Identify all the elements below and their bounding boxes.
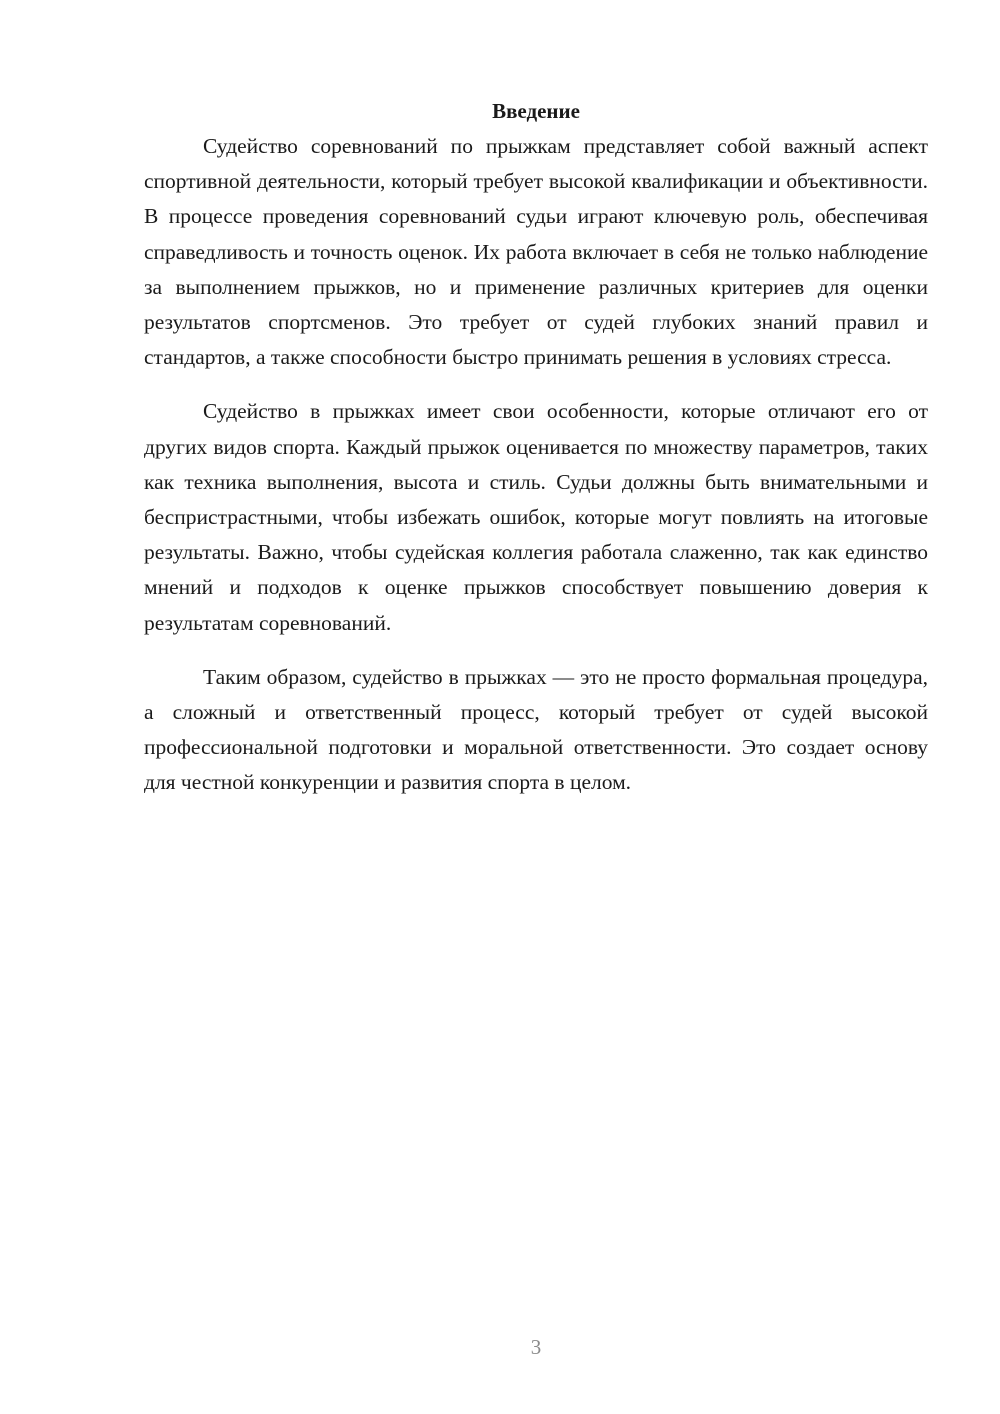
paragraph-1: Судейство соревнований по прыжкам представляет собой важный аспект спортивной деятельности, который требует высокой квалификации и объективности. В процессе проведения соревнований судьи играют ключевую роль, обеспечивая справедливость и точность оценок. Их работа включает в себя не только наблюдение за выполнением прыжков, но и применение различных критериев для оценки результатов спортсменов. Это требует от судей глубоких знаний правил и стандартов, а также способности быстро принимать решения в условиях стресса. <box>144 134 928 370</box>
page-content <box>144 94 928 820</box>
page-number: 3 <box>530 1335 542 1359</box>
section-heading: Введение <box>492 99 580 123</box>
paragraph-3: Таким образом, судейство в прыжках — это не просто формальная процедура, а сложный и ответственный процесс, который требует от судей высокой профессиональной подготовки и моральной ответственности. Это создает основу для честной конкуренции и развития спорта в целом. <box>144 664 928 795</box>
paragraph-2: Судейство в прыжках имеет свои особенности, которые отличают его от других видов спорта. Каждый прыжок оценивается по множеству параметров, таких как техника выполнения, высота и стиль. Судьи должны быть внимательными и беспристрастными, чтобы избежать ошибок, которые могут повлиять на итоговые результаты. Важно, чтобы судейская коллегия работала слаженно, так как единство мнений и подходов к оценке прыжков способствует повышению доверия к результатам соревнований. <box>144 399 928 635</box>
